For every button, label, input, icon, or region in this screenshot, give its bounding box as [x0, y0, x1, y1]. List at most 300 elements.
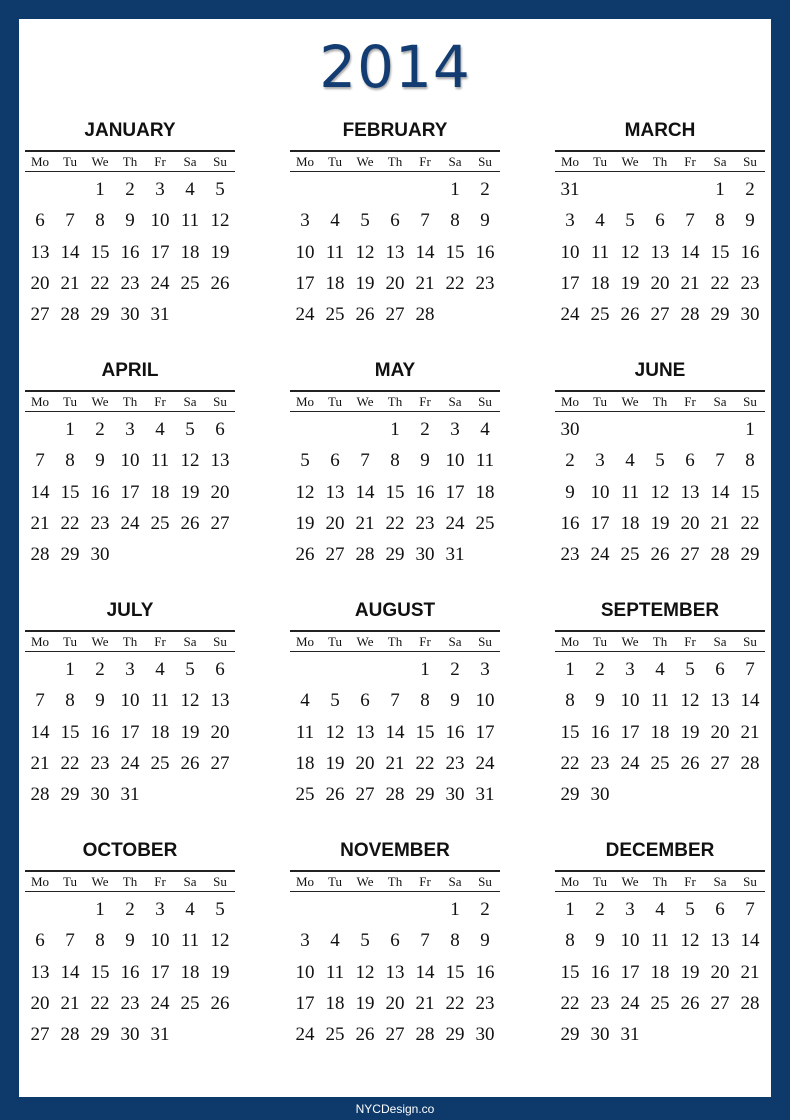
day-cell: 2	[480, 179, 490, 200]
day-cell: 6	[390, 210, 400, 232]
weekday-label: Su	[743, 874, 757, 889]
day-cell: 7	[360, 450, 370, 472]
day-cell: 21	[60, 272, 80, 294]
day-cell: 22	[740, 512, 760, 534]
weekday-label: Sa	[713, 634, 727, 649]
weekday-label: Tu	[593, 634, 607, 649]
weekday-label: Fr	[684, 874, 696, 889]
weekday-label: Fr	[684, 634, 696, 649]
empty-day-cell	[440, 299, 470, 330]
weekday-label: Su	[478, 874, 492, 889]
day-cell: 10	[120, 450, 140, 472]
empty-day-cell	[115, 539, 145, 570]
day-cell: 29	[710, 304, 730, 326]
day-cell: 28	[30, 544, 50, 566]
weekday-label: Mo	[560, 154, 580, 169]
day-cell: 28	[30, 784, 50, 806]
day-cell: 23	[590, 992, 610, 1014]
day-cell: 26	[210, 272, 230, 294]
day-cell: 12	[355, 241, 375, 263]
day-cell: 21	[415, 992, 435, 1014]
day-cell: 7	[390, 690, 400, 712]
empty-day-cell	[585, 174, 615, 205]
day-cell: 24	[620, 752, 640, 774]
day-cell: 12	[210, 210, 230, 232]
day-cell: 13	[210, 450, 230, 472]
weekday-label: Tu	[328, 874, 342, 889]
day-cell: 21	[30, 752, 50, 774]
day-cell: 25	[150, 752, 170, 774]
empty-day-cell	[55, 174, 85, 205]
day-cell: 24	[620, 992, 640, 1014]
day-cell: 13	[710, 930, 730, 952]
empty-day-cell	[175, 299, 205, 330]
weekday-label: Th	[652, 394, 668, 409]
day-cell: 19	[325, 752, 345, 774]
day-cell: 27	[710, 992, 730, 1014]
weekday-label: Th	[387, 154, 403, 169]
day-cell: 22	[60, 512, 80, 534]
day-cell: 1	[65, 659, 75, 680]
day-cell: 21	[740, 721, 760, 743]
weekday-label: Tu	[63, 394, 77, 409]
weekday-label: Sa	[448, 634, 462, 649]
day-cell: 23	[120, 272, 140, 294]
day-cell: 29	[385, 544, 405, 566]
day-cell: 27	[355, 784, 375, 806]
month-name: MARCH	[624, 120, 696, 141]
day-cell: 26	[355, 304, 375, 326]
day-cell: 14	[30, 481, 50, 503]
weekday-label: Su	[478, 634, 492, 649]
day-cell: 20	[30, 272, 50, 294]
day-cell: 16	[120, 961, 140, 983]
days-grid	[25, 654, 235, 810]
day-cell: 9	[95, 450, 105, 472]
day-cell: 28	[385, 784, 405, 806]
day-cell: 15	[90, 961, 110, 983]
empty-day-cell	[615, 174, 645, 205]
day-cell: 20	[30, 992, 50, 1014]
day-cell: 22	[385, 512, 405, 534]
day-cell: 17	[620, 961, 640, 983]
day-cell: 24	[295, 304, 315, 326]
weekday-label: Tu	[328, 634, 342, 649]
day-cell: 25	[475, 512, 495, 534]
day-cell: 12	[180, 450, 200, 472]
day-cell: 22	[560, 752, 580, 774]
day-cell: 30	[590, 1024, 610, 1046]
day-cell: 19	[210, 241, 230, 263]
day-cell: 12	[620, 241, 640, 263]
weekday-label: Fr	[154, 154, 166, 169]
day-cell: 8	[390, 450, 400, 472]
day-cell: 20	[710, 721, 730, 743]
empty-day-cell	[205, 779, 235, 810]
empty-day-cell	[615, 414, 645, 445]
empty-day-cell	[675, 779, 705, 810]
day-cell: 9	[95, 690, 105, 712]
empty-day-cell	[735, 779, 765, 810]
day-cell: 27	[30, 1024, 50, 1046]
day-cell: 10	[295, 961, 315, 983]
day-cell: 22	[560, 992, 580, 1014]
day-cell: 17	[295, 992, 315, 1014]
weekday-label: Mo	[560, 874, 580, 889]
day-cell: 21	[355, 512, 375, 534]
day-cell: 30	[90, 544, 110, 566]
weekday-label: Th	[122, 634, 138, 649]
day-cell: 12	[180, 690, 200, 712]
weekday-label: Fr	[419, 154, 431, 169]
day-cell: 11	[295, 721, 315, 743]
day-cell: 13	[355, 721, 375, 743]
day-cell: 16	[90, 721, 110, 743]
day-cell: 4	[330, 930, 340, 952]
day-cell: 12	[295, 481, 315, 503]
day-cell: 15	[60, 481, 80, 503]
month-august	[290, 596, 500, 810]
day-cell: 30	[590, 784, 610, 806]
day-cell: 11	[650, 690, 670, 712]
day-cell: 14	[415, 961, 435, 983]
weekday-label: Fr	[419, 874, 431, 889]
weekday-label: Tu	[593, 394, 607, 409]
weekday-label: Fr	[419, 394, 431, 409]
day-cell: 31	[150, 1024, 170, 1046]
weekday-label: Su	[213, 154, 227, 169]
day-cell: 30	[445, 784, 465, 806]
day-cell: 20	[650, 272, 670, 294]
day-cell: 28	[355, 544, 375, 566]
empty-day-cell	[705, 779, 735, 810]
weekday-label: We	[356, 874, 374, 889]
day-cell: 4	[185, 899, 195, 920]
day-cell: 10	[120, 690, 140, 712]
empty-day-cell	[205, 1019, 235, 1050]
day-cell: 3	[480, 659, 490, 680]
day-cell: 3	[300, 210, 310, 232]
day-cell: 20	[385, 992, 405, 1014]
day-cell: 30	[120, 1024, 140, 1046]
day-cell: 13	[710, 690, 730, 712]
day-cell: 12	[650, 481, 670, 503]
weekday-label: Mo	[30, 394, 50, 409]
day-cell: 13	[325, 481, 345, 503]
day-cell: 3	[625, 659, 635, 680]
month-name: JANUARY	[84, 120, 176, 141]
day-cell: 7	[745, 899, 755, 920]
day-cell: 3	[595, 450, 605, 472]
weekday-label: Su	[478, 394, 492, 409]
day-cell: 10	[295, 241, 315, 263]
day-cell: 17	[620, 721, 640, 743]
day-cell: 23	[740, 272, 760, 294]
days-grid	[25, 894, 235, 1050]
weekday-label: Sa	[713, 154, 727, 169]
day-cell: 10	[620, 930, 640, 952]
weekday-label: Sa	[713, 874, 727, 889]
day-cell: 1	[420, 659, 430, 680]
day-cell: 9	[125, 930, 135, 952]
day-cell: 20	[680, 512, 700, 534]
empty-day-cell	[290, 894, 320, 925]
day-cell: 26	[295, 544, 315, 566]
empty-day-cell	[25, 654, 55, 685]
month-april	[25, 356, 235, 570]
empty-day-cell	[645, 779, 675, 810]
day-cell: 5	[685, 659, 695, 680]
day-cell: 24	[295, 1024, 315, 1046]
empty-day-cell	[735, 1019, 765, 1050]
day-cell: 28	[740, 992, 760, 1014]
day-cell: 15	[90, 241, 110, 263]
day-cell: 12	[355, 961, 375, 983]
weekday-label: We	[621, 154, 639, 169]
day-cell: 2	[125, 179, 135, 200]
day-cell: 16	[415, 481, 435, 503]
day-cell: 7	[420, 210, 430, 232]
day-cell: 28	[60, 1024, 80, 1046]
day-cell: 1	[565, 899, 575, 920]
day-cell: 18	[475, 481, 495, 503]
day-cell: 28	[415, 1024, 435, 1046]
day-cell: 7	[745, 659, 755, 680]
day-cell: 14	[710, 481, 730, 503]
weekday-label: Su	[213, 634, 227, 649]
empty-day-cell	[320, 414, 350, 445]
day-cell: 25	[590, 304, 610, 326]
weekday-label: Tu	[593, 874, 607, 889]
weekday-label: Tu	[63, 874, 77, 889]
day-cell: 7	[65, 210, 75, 232]
day-cell: 23	[90, 752, 110, 774]
day-cell: 4	[185, 179, 195, 200]
day-cell: 10	[150, 210, 170, 232]
day-cell: 23	[120, 992, 140, 1014]
empty-day-cell	[145, 779, 175, 810]
day-cell: 9	[745, 210, 755, 232]
day-cell: 31	[620, 1024, 640, 1046]
day-cell: 4	[155, 659, 165, 680]
empty-day-cell	[55, 894, 85, 925]
day-cell: 18	[325, 272, 345, 294]
day-cell: 21	[30, 512, 50, 534]
day-cell: 27	[385, 304, 405, 326]
day-cell: 17	[120, 721, 140, 743]
day-cell: 15	[710, 241, 730, 263]
day-cell: 23	[560, 544, 580, 566]
day-cell: 5	[360, 210, 370, 232]
day-cell: 6	[655, 210, 665, 232]
day-cell: 16	[590, 721, 610, 743]
day-cell: 13	[30, 961, 50, 983]
day-cell: 24	[475, 752, 495, 774]
day-cell: 19	[295, 512, 315, 534]
weekday-header	[555, 630, 765, 652]
day-cell: 17	[590, 512, 610, 534]
month-january	[25, 116, 235, 330]
day-cell: 10	[475, 690, 495, 712]
day-cell: 31	[150, 304, 170, 326]
day-cell: 27	[650, 304, 670, 326]
days-grid	[555, 894, 765, 1050]
empty-day-cell	[205, 299, 235, 330]
day-cell: 19	[210, 961, 230, 983]
day-cell: 10	[590, 481, 610, 503]
empty-day-cell	[675, 174, 705, 205]
empty-day-cell	[175, 1019, 205, 1050]
day-cell: 10	[560, 241, 580, 263]
empty-day-cell	[380, 174, 410, 205]
weekday-header	[555, 390, 765, 412]
day-cell: 15	[560, 961, 580, 983]
day-cell: 21	[415, 272, 435, 294]
month-november	[290, 836, 500, 1050]
day-cell: 16	[90, 481, 110, 503]
day-cell: 28	[60, 304, 80, 326]
day-cell: 24	[560, 304, 580, 326]
empty-day-cell	[615, 779, 645, 810]
day-cell: 3	[565, 210, 575, 232]
day-cell: 11	[325, 961, 345, 983]
day-cell: 13	[210, 690, 230, 712]
day-cell: 30	[120, 304, 140, 326]
day-cell: 19	[355, 272, 375, 294]
day-cell: 13	[30, 241, 50, 263]
month-name: SEPTEMBER	[600, 600, 720, 621]
day-cell: 30	[560, 419, 580, 440]
day-cell: 19	[620, 272, 640, 294]
empty-day-cell	[705, 414, 735, 445]
day-cell: 27	[325, 544, 345, 566]
day-cell: 2	[450, 659, 460, 680]
days-grid	[25, 414, 235, 570]
days-grid	[290, 174, 500, 330]
month-june	[555, 356, 765, 570]
weekday-label: We	[356, 154, 374, 169]
weekday-label: Fr	[684, 154, 696, 169]
day-cell: 19	[680, 721, 700, 743]
day-cell: 14	[740, 930, 760, 952]
day-cell: 2	[125, 899, 135, 920]
day-cell: 3	[450, 419, 460, 440]
day-cell: 7	[420, 930, 430, 952]
day-cell: 4	[655, 659, 665, 680]
day-cell: 19	[680, 961, 700, 983]
day-cell: 2	[595, 659, 605, 680]
weekday-header	[555, 870, 765, 892]
weekday-label: Th	[652, 874, 668, 889]
day-cell: 6	[715, 659, 725, 680]
month-october	[25, 836, 235, 1050]
day-cell: 3	[625, 899, 635, 920]
empty-day-cell	[25, 414, 55, 445]
day-cell: 30	[475, 1024, 495, 1046]
day-cell: 10	[620, 690, 640, 712]
day-cell: 22	[90, 272, 110, 294]
month-march	[555, 116, 765, 330]
empty-day-cell	[145, 539, 175, 570]
day-cell: 7	[685, 210, 695, 232]
day-cell: 9	[450, 690, 460, 712]
day-cell: 26	[180, 752, 200, 774]
day-cell: 6	[390, 930, 400, 952]
day-cell: 3	[300, 930, 310, 952]
day-cell: 23	[590, 752, 610, 774]
day-cell: 29	[560, 784, 580, 806]
day-cell: 14	[740, 690, 760, 712]
day-cell: 21	[385, 752, 405, 774]
day-cell: 11	[150, 690, 170, 712]
weekday-label: Su	[743, 634, 757, 649]
days-grid	[555, 414, 765, 570]
day-cell: 5	[360, 930, 370, 952]
day-cell: 20	[710, 961, 730, 983]
empty-day-cell	[410, 894, 440, 925]
day-cell: 26	[355, 1024, 375, 1046]
day-cell: 16	[475, 961, 495, 983]
day-cell: 2	[595, 899, 605, 920]
day-cell: 9	[565, 481, 575, 503]
day-cell: 6	[685, 450, 695, 472]
day-cell: 24	[150, 272, 170, 294]
year-title: 2014	[319, 33, 471, 101]
weekday-label: Mo	[30, 874, 50, 889]
day-cell: 4	[595, 210, 605, 232]
day-cell: 25	[650, 752, 670, 774]
month-december	[555, 836, 765, 1050]
day-cell: 14	[385, 721, 405, 743]
day-cell: 26	[620, 304, 640, 326]
day-cell: 20	[325, 512, 345, 534]
weekday-label: Th	[122, 154, 138, 169]
day-cell: 1	[390, 419, 400, 440]
day-cell: 14	[30, 721, 50, 743]
day-cell: 18	[325, 992, 345, 1014]
day-cell: 29	[560, 1024, 580, 1046]
day-cell: 1	[565, 659, 575, 680]
empty-day-cell	[675, 414, 705, 445]
day-cell: 30	[415, 544, 435, 566]
day-cell: 13	[680, 481, 700, 503]
day-cell: 22	[710, 272, 730, 294]
day-cell: 18	[650, 961, 670, 983]
day-cell: 9	[595, 930, 605, 952]
weekday-label: Su	[743, 154, 757, 169]
day-cell: 10	[150, 930, 170, 952]
weekday-label: Mo	[295, 154, 315, 169]
empty-day-cell	[705, 1019, 735, 1050]
day-cell: 27	[210, 752, 230, 774]
day-cell: 29	[90, 1024, 110, 1046]
day-cell: 20	[210, 721, 230, 743]
empty-day-cell	[585, 414, 615, 445]
day-cell: 26	[325, 784, 345, 806]
day-cell: 5	[185, 659, 195, 680]
day-cell: 24	[150, 992, 170, 1014]
weekday-label: Su	[743, 394, 757, 409]
day-cell: 2	[95, 419, 105, 440]
day-cell: 18	[180, 961, 200, 983]
day-cell: 11	[650, 930, 670, 952]
day-cell: 17	[560, 272, 580, 294]
month-name: OCTOBER	[82, 840, 178, 861]
empty-day-cell	[25, 894, 55, 925]
empty-day-cell	[175, 539, 205, 570]
day-cell: 18	[295, 752, 315, 774]
empty-day-cell	[350, 174, 380, 205]
